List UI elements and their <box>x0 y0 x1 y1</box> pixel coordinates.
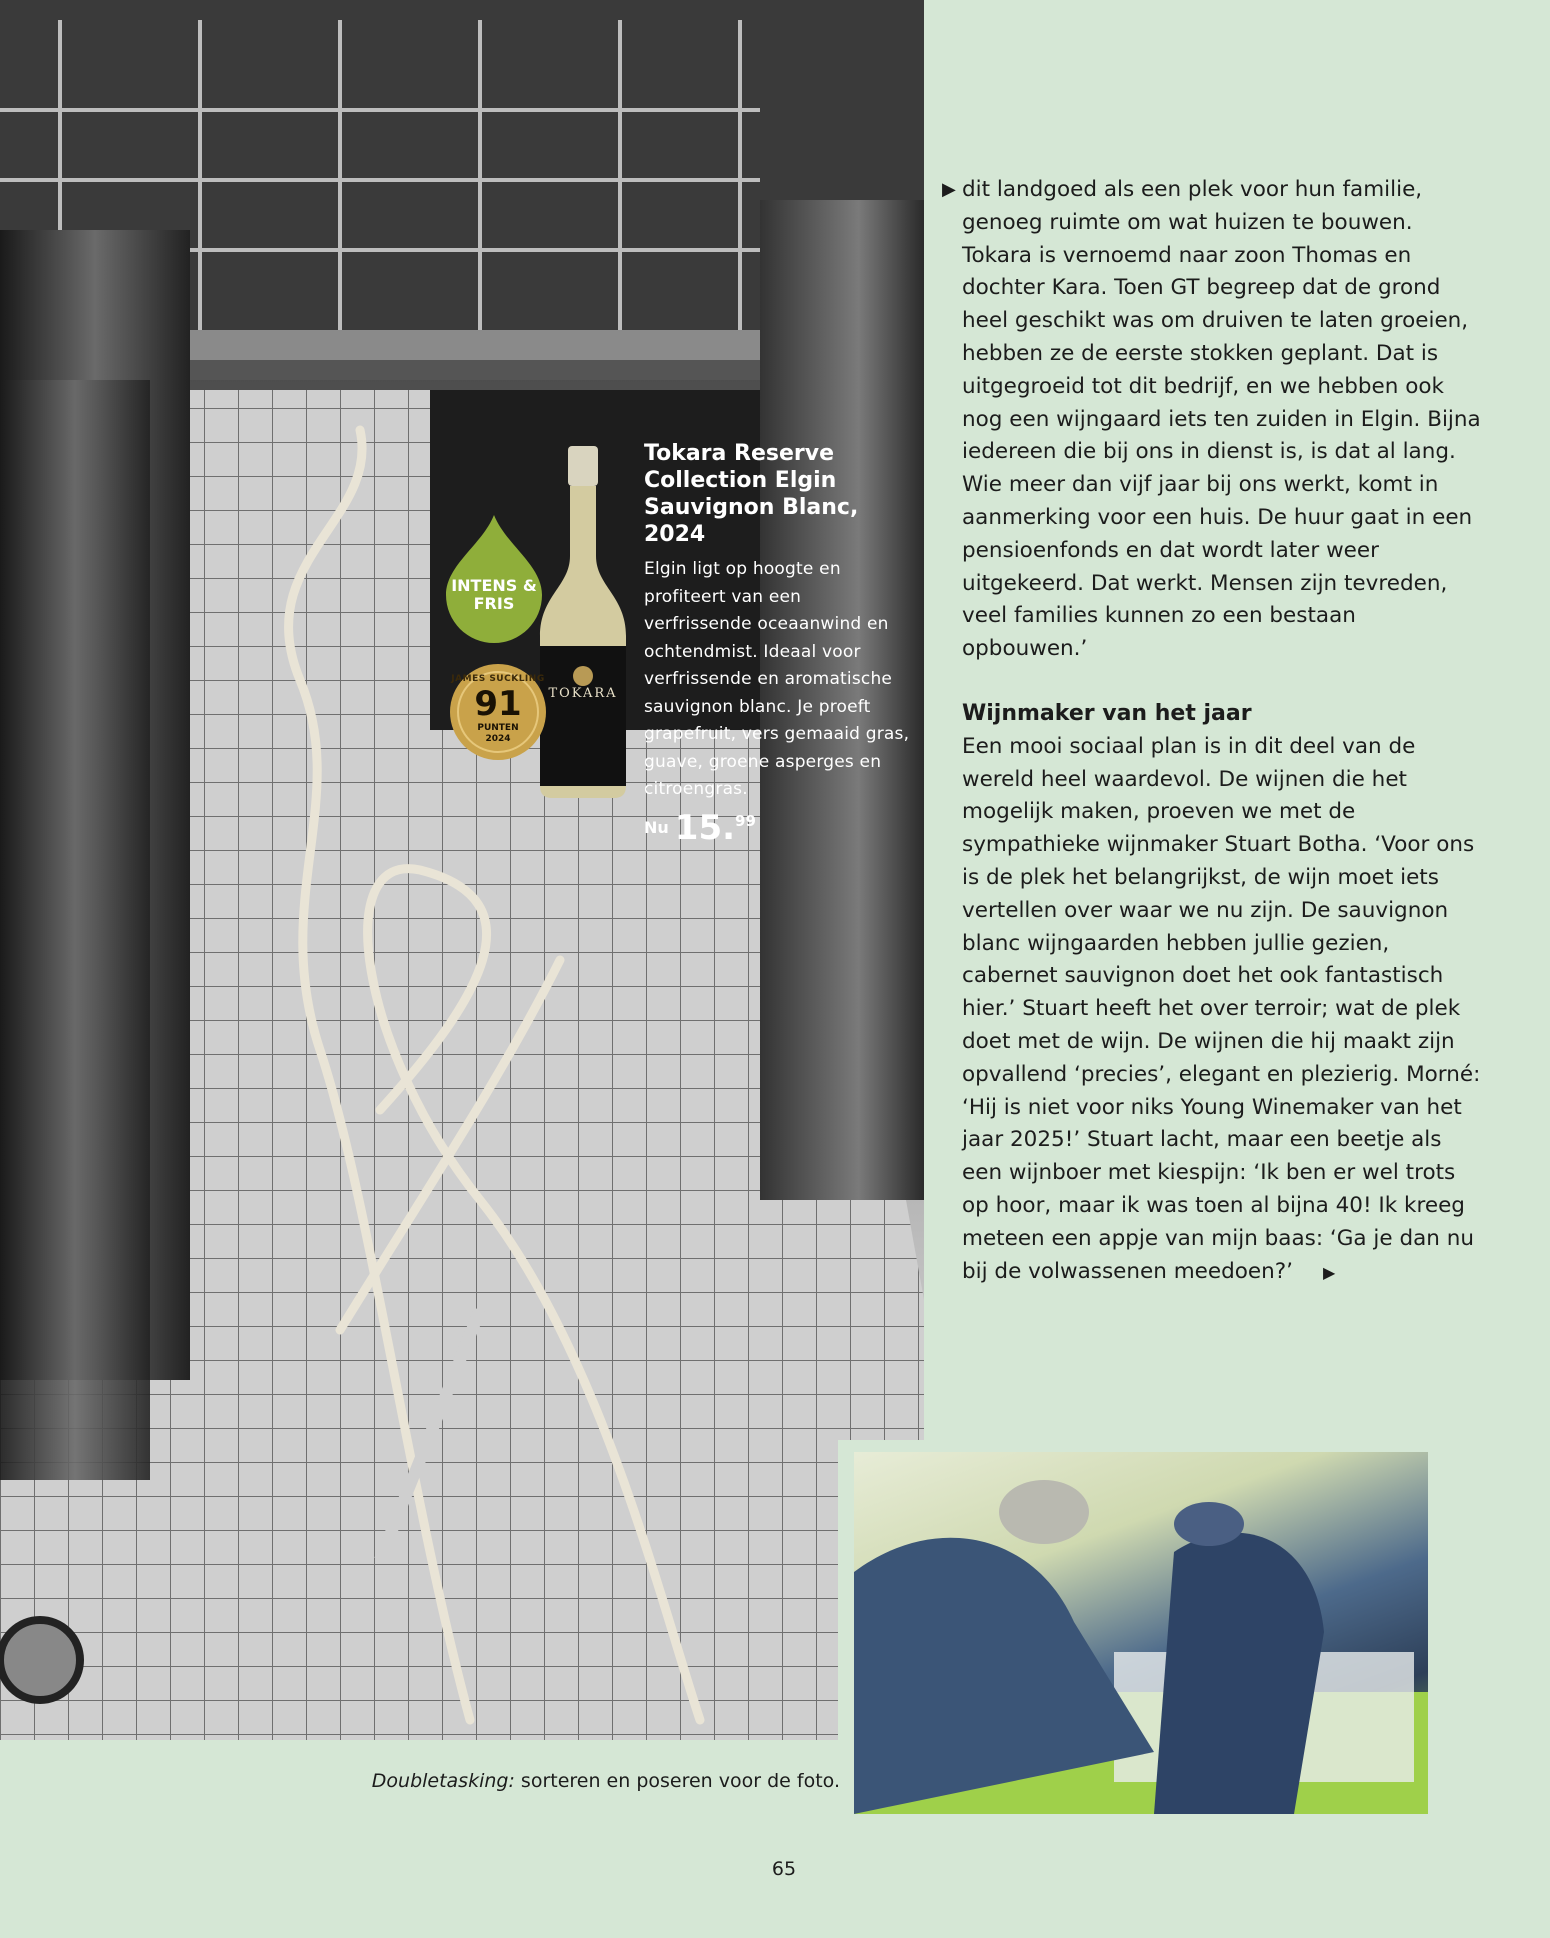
product-title: Tokara Reserve Collection Elgin Sauvignon Blanc, 2024 <box>644 441 859 547</box>
taste-profile-badge <box>446 515 542 643</box>
product-info <box>644 440 914 846</box>
product-price <box>644 807 914 848</box>
taste-profile-label: INTENS & FRIS <box>451 576 537 613</box>
price-euros: 15. <box>674 807 736 848</box>
bottle-brand-label: TOKARA <box>548 686 618 701</box>
workers-illustration <box>854 1452 1428 1814</box>
photo-caption <box>300 1770 840 1792</box>
article-paragraph-1: dit landgoed als een plek voor hun familie, genoeg ruimte om wat huizen te bouwen. Tokara is vernoemd naar zoon Thomas en dochter Kara. Toen GT begreep dat de grond heel geschikt was om druiven te laten groeien, hebben ze de eerste stokken geplant. Dat is uitgegroeid tot dit bedrijf, en we hebben ook nog een wijngaard iets ten zuiden in Elgin. Bijna iedereen die bij ons in dienst is, is dat al lang. Wie meer dan vijf jaar bij ons werkt, komt in aanmerking voor een huis. De huur gaat in een pensioenfonds en dat wordt later weer uitgekeerd. Dat werkt. Mensen zijn tevreden, veel families kunnen zo een bestaan opbouwen.’ <box>962 177 1481 662</box>
caption-italic: Doubletasking: <box>371 1770 515 1792</box>
medal-unit: PUNTEN <box>477 723 519 733</box>
page-number: 65 <box>771 1858 797 1880</box>
price-cents: 99 <box>735 811 756 830</box>
sorting-photo-frame <box>838 1440 1550 1796</box>
article-paragraph-2 <box>962 731 1482 1290</box>
medal-year: 2024 <box>485 734 511 744</box>
medal-brand: JAMES SUCKLING <box>451 674 545 684</box>
medal-score: 91 <box>474 684 522 724</box>
score-medal <box>448 662 548 762</box>
continue-arrow-icon: ▶ <box>942 179 956 200</box>
article-subheading: Wijnmaker van het jaar <box>962 700 1252 726</box>
next-page-arrow-icon: ▶ <box>1323 1262 1336 1282</box>
article-body <box>942 174 1482 1289</box>
product-description: Elgin ligt op hoogte en profiteert van een verfrissende oceaanwind en ochtendmist. Ideaal voor verfrissende en aromatische sauvignon blanc. Je proeft grapefruit, vers gemaaid gras, guave, groene asperges en citroengras. <box>644 559 910 799</box>
sorting-photo <box>854 1452 1428 1814</box>
price-prefix: Nu <box>644 817 669 837</box>
caption-text: sorteren en poseren voor de foto. <box>514 1770 840 1792</box>
article-paragraph-2-text: Een mooi sociaal plan is in dit deel van de wereld heel waardevol. De wijnen die het mogelijk maken, proeven we met de sympathieke wijnmaker Stuart Botha. ‘Voor ons is de plek het belangrijkst, de wijn moet iets vertellen over waar we nu zijn. De sauvignon blanc wijngaarden hebben jullie gezien, cabernet sauvignon doet het ook fantastisch hier.’ Stuart heeft het over terroir; wat de plek doet met de wijn. De wijnen die hij maakt zijn opvallend ‘precies’, elegant en plezierig. Morné: ‘Hij is niet voor niks Young Winemaker van het jaar 2025!’ Stuart lacht, maar een beetje als een wijnboer met kiespijn: ‘Ik ben er wel trots op hoor, maar ik was toen al bijna 40! Ik kreeg meteen een appje van mijn baas: ‘Ga je dan nu bij de volwassenen meedoen?’ <box>962 733 1481 1284</box>
